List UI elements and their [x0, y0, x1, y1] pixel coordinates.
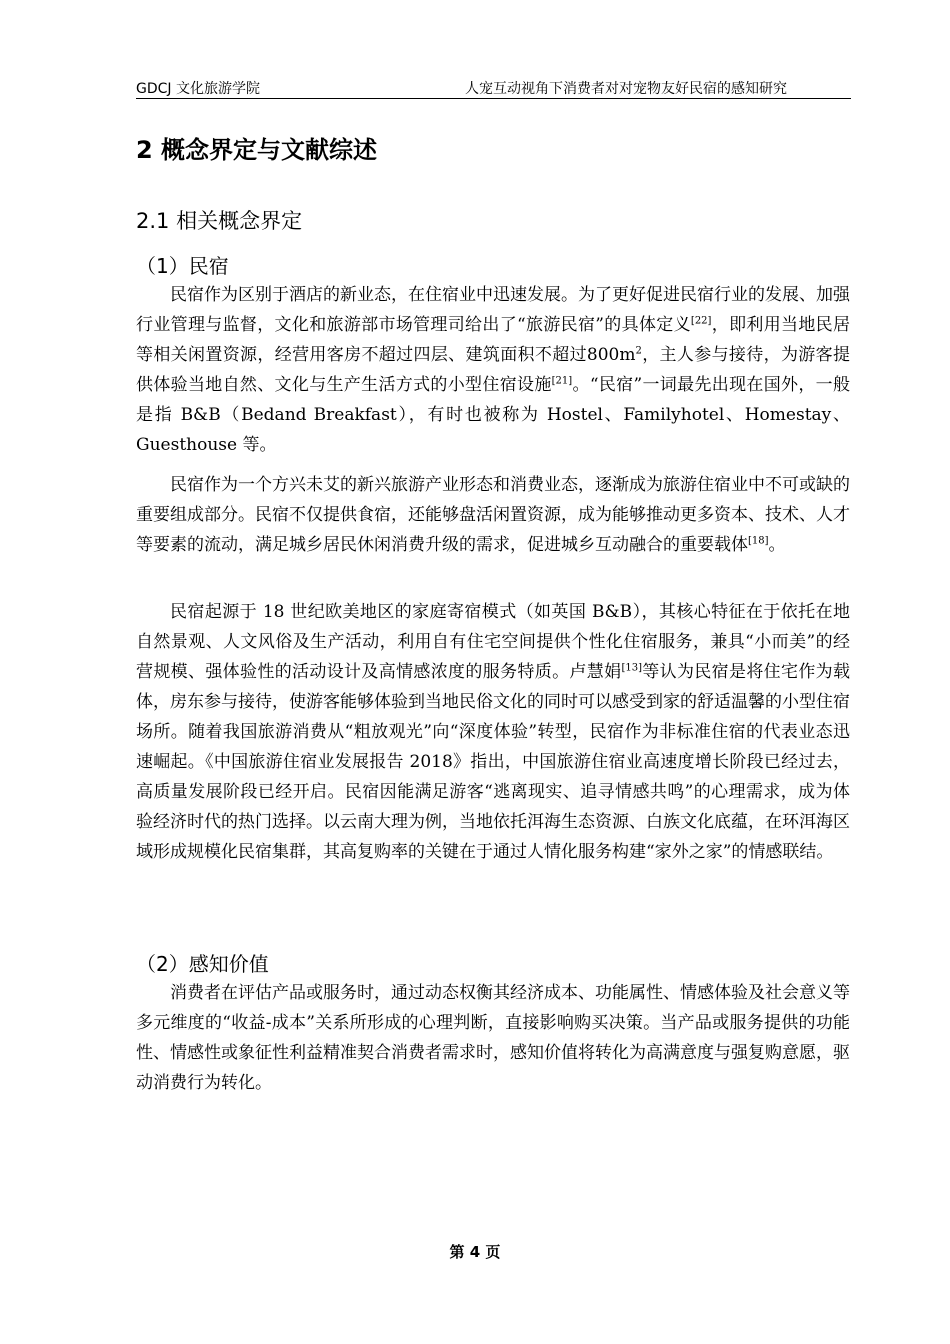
- page-number: 第 4 页: [449, 1243, 501, 1261]
- citation-ref: [13]: [621, 662, 642, 674]
- text-run: 民宿作为一个方兴未艾的新兴旅游产业形态和消费业态，逐渐成为旅游住宿业中不可或缺的重要组成部分。民宿不仅提供食宿，还能够盘活闲置资源，成为能够推动更多资本、技术、人才等要素的流动，满足城乡居民休闲消费升级的需求，促进城乡互动融合的重要载体: [136, 475, 850, 555]
- header-paper-title: 人宠互动视角下消费者对对宠物友好民宿的感知研究: [465, 81, 787, 97]
- section-title: 2.1 相关概念界定: [136, 209, 303, 233]
- paragraph-minsu-origin: [136, 597, 850, 867]
- text-run: 民宿起源于 18 世纪欧美地区的家庭寄宿模式（如英国 B&B），其核心特征在于依托在地自然景观、人文风俗及生产活动，利用自有住宅空间提供个性化住宿服务，兼具“小而美”的经营规模、强体验性的活动设计及高情感浓度的服务特质。卢慧娟: [136, 602, 850, 682]
- citation-ref: [22]: [690, 315, 712, 327]
- paragraph-perceived-value: 消费者在评估产品或服务时，通过动态权衡其经济成本、功能属性、情感体验及社会意义等多元维度的“收益-成本”关系所形成的心理判断，直接影响购买决策。当产品或服务提供的功能性、情感性或象征性利益精准契合消费者需求时，感知价值将转化为高满意度与强复购意愿，驱动消费行为转化。: [136, 983, 850, 1093]
- header-institution: GDCJ 文化旅游学院: [136, 81, 260, 97]
- text-run: ，即利用当地民居等相关闲置资源，经营用客房不超过四层、建筑面积不超过800m: [136, 315, 851, 365]
- subsection-title-perceived-value: （2）感知价值: [136, 952, 269, 976]
- paragraph-minsu-industry: [136, 470, 850, 560]
- text-run: 。: [768, 535, 786, 555]
- running-header: [136, 78, 851, 99]
- citation-ref: [18]: [748, 535, 769, 547]
- text-run: 等认为民宿是将住宅作为载体，房东参与接待，使游客能够体验到当地民俗文化的同时可以感受到家的舒适温馨的小型住宿场所。随着我国旅游消费从“粗放观光”向“深度体验”转型，民宿作为非标准住宿的代表业态迅速崛起。《中国旅游住宿业发展报告 2018》指出，中国旅游住宿业高速度增长阶段已经过去，高质量发展阶段已经开启。民宿因能满足游客“逃离现实、追寻情感共鸣”的心理需求，成为体验经济时代的热门选择。以云南大理为例，当地依托洱海生态资源、白族文化底蕴，在环洱海区域形成规模化民宿集群，其高复购率的关键在于通过人情化服务构建“家外之家”的情感联结。: [136, 662, 851, 862]
- chapter-title: 2 概念界定与文献综述: [136, 136, 378, 164]
- citation-ref: [21]: [551, 375, 573, 387]
- subsection-title-minsu: （1）民宿: [136, 254, 229, 278]
- paragraph-minsu-definition: [136, 280, 850, 460]
- text-run: 。“民宿”一词最先出现在国外，一般是指 B&B（Bedand Breakfast），有时也被称为 Hostel、Familyhotel、Homestay、Guesthouse 等。: [136, 375, 850, 455]
- superscript-unit: 2: [635, 345, 642, 357]
- text-run: 民宿作为区别于酒店的新业态，在住宿业中迅速发展。为了更好促进民宿行业的发展、加强行业管理与监督，文化和旅游部市场管理司给出了“旅游民宿”的具体定义: [136, 285, 850, 335]
- text-run: ，主人参与接待，为游客提供体验当地自然、文化与生产生活方式的小型住宿设施: [136, 345, 850, 395]
